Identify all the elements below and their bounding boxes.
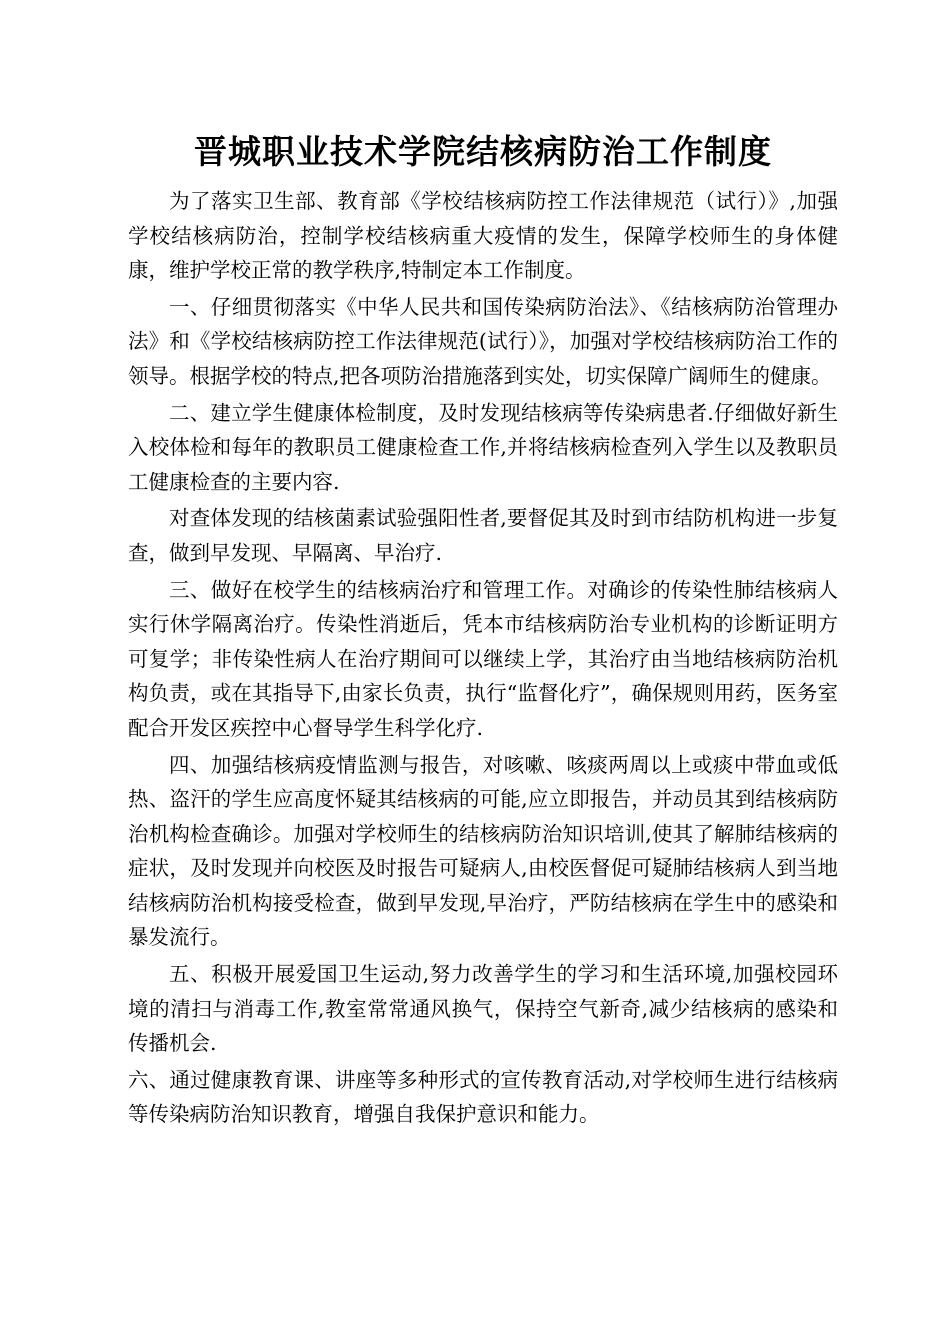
paragraph-intro: 为了落实卫生部、教育部《学校结核病防控工作法律规范（试行）》,加强学校结核病防治，控制学校结核病重大疫情的发生，保障学校师生的身体健康，维护学校正常的教学秩序,特制定本工作制度。 bbox=[128, 189, 838, 283]
document-title: 晋城职业技术学院结核病防治工作制度 bbox=[194, 132, 772, 171]
paragraph-section-2-followup: 对查体发现的结核菌素试验强阳性者,要督促其及时到市结防机构进一步复查，做到早发现、早隔离、早治疗. bbox=[128, 506, 838, 565]
paragraph-section-2: 二、建立学生健康体检制度，及时发现结核病等传染病患者.仔细做好新生入校体检和每年的教职员工健康检查工作,并将结核病检查列入学生以及教职员工健康检查的主要内容. bbox=[128, 400, 838, 494]
document-page bbox=[128, 128, 838, 1132]
paragraph-section-3: 三、做好在校学生的结核病治疗和管理工作。对确诊的传染性肺结核病人实行休学隔离治疗。传染性消逝后，凭本市结核病防治专业机构的诊断证明方可复学；非传染性病人在治疗期间可以继续上学，其治疗由当地结核病防治机构负责，或在其指导下,由家长负责，执行“监督化疗”，确保规则用药，医务室配合开发区疾控中心督导学生科学化疗. bbox=[128, 577, 838, 740]
paragraph-section-4: 四、加强结核病疫情监测与报告，对咳嗽、咳痰两周以上或痰中带血或低热、盗汗的学生应高度怀疑其结核病的可能,应立即报告，并动员其到结核病防治机构检查确诊。加强对学校师生的结核病防治知识培训,使其了解肺结核病的症状，及时发现并向校医及时报告可疑病人,由校医督促可疑肺结核病人到当地结核病防治机构接受检查，做到早发现,早治疗，严防结核病在学生中的感染和暴发流行。 bbox=[128, 752, 838, 950]
paragraph-section-6: 六、通过健康教育课、讲座等多种形式的宣传教育活动,对学校师生进行结核病等传染病防治知识教育，增强自我保护意识和能力。 bbox=[128, 1067, 838, 1127]
paragraph-section-5: 五、积极开展爱国卫生运动,努力改善学生的学习和生活环境,加强校园环境的清扫与消毒工作,教室常常通风换气，保持空气新奇,减少结核病的感染和传播机会. bbox=[128, 962, 838, 1056]
paragraph-section-1: 一、仔细贯彻落实《中华人民共和国传染病防治法》、《结核病防治管理办法》和《学校结核病防控工作法律规范(试行）》，加强对学校结核病防治工作的领导。根据学校的特点,把各项防治措施落到实处，切实保障广阔师生的健康。 bbox=[128, 294, 838, 388]
